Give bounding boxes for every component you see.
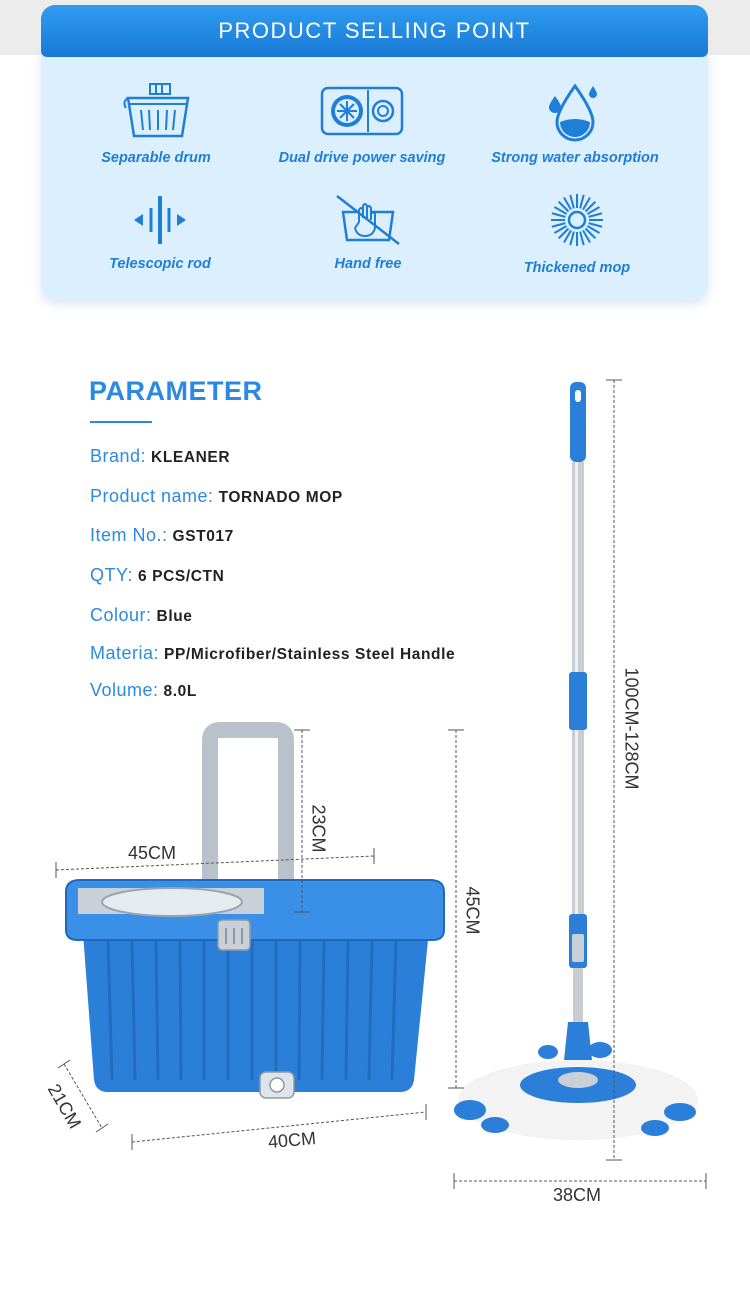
param-key: Colour:	[90, 605, 152, 625]
param-value: KLEANER	[151, 449, 231, 466]
bucket-handle	[210, 730, 286, 900]
dim-mop-length: 100CM-128CM	[621, 667, 642, 790]
dim-handle-height: 23CM	[308, 804, 329, 853]
parameter-title: PARAMETER	[89, 376, 263, 406]
dim-bucket-length: 45CM	[128, 843, 177, 863]
dim-bucket-height: 45CM	[462, 886, 483, 935]
param-value: GST017	[172, 528, 234, 545]
param-key: Volume:	[90, 680, 159, 700]
param-value: TORNADO MOP	[218, 489, 343, 506]
param-key: QTY:	[90, 565, 134, 585]
dim-bucket-depth: 21CM	[43, 1080, 86, 1133]
param-key: Materia:	[90, 643, 160, 663]
feature-label: Hand free	[334, 256, 402, 272]
param-value: 6 PCS/CTN	[138, 568, 225, 585]
param-value: Blue	[156, 608, 193, 625]
dim-bucket-width: 40CM	[267, 1127, 317, 1153]
param-key: Product name:	[90, 486, 214, 506]
feature-label: Telescopic rod	[109, 256, 211, 272]
param-key: Brand:	[90, 446, 147, 466]
feature-label: Strong water absorption	[491, 150, 659, 166]
selling-points-title: PRODUCT SELLING POINT	[41, 5, 708, 57]
param-value: 8.0L	[163, 683, 197, 700]
param-key: Item No.:	[90, 525, 168, 545]
feature-label: Separable drum	[101, 150, 211, 166]
feature-label: Thickened mop	[523, 260, 631, 276]
mop	[454, 382, 698, 1140]
param-value: PP/Microfiber/Stainless Steel Handle	[164, 646, 456, 663]
dim-mop-head: 38CM	[553, 1185, 602, 1205]
bucket	[66, 880, 444, 1098]
feature-label: Dual drive power saving	[278, 150, 446, 166]
